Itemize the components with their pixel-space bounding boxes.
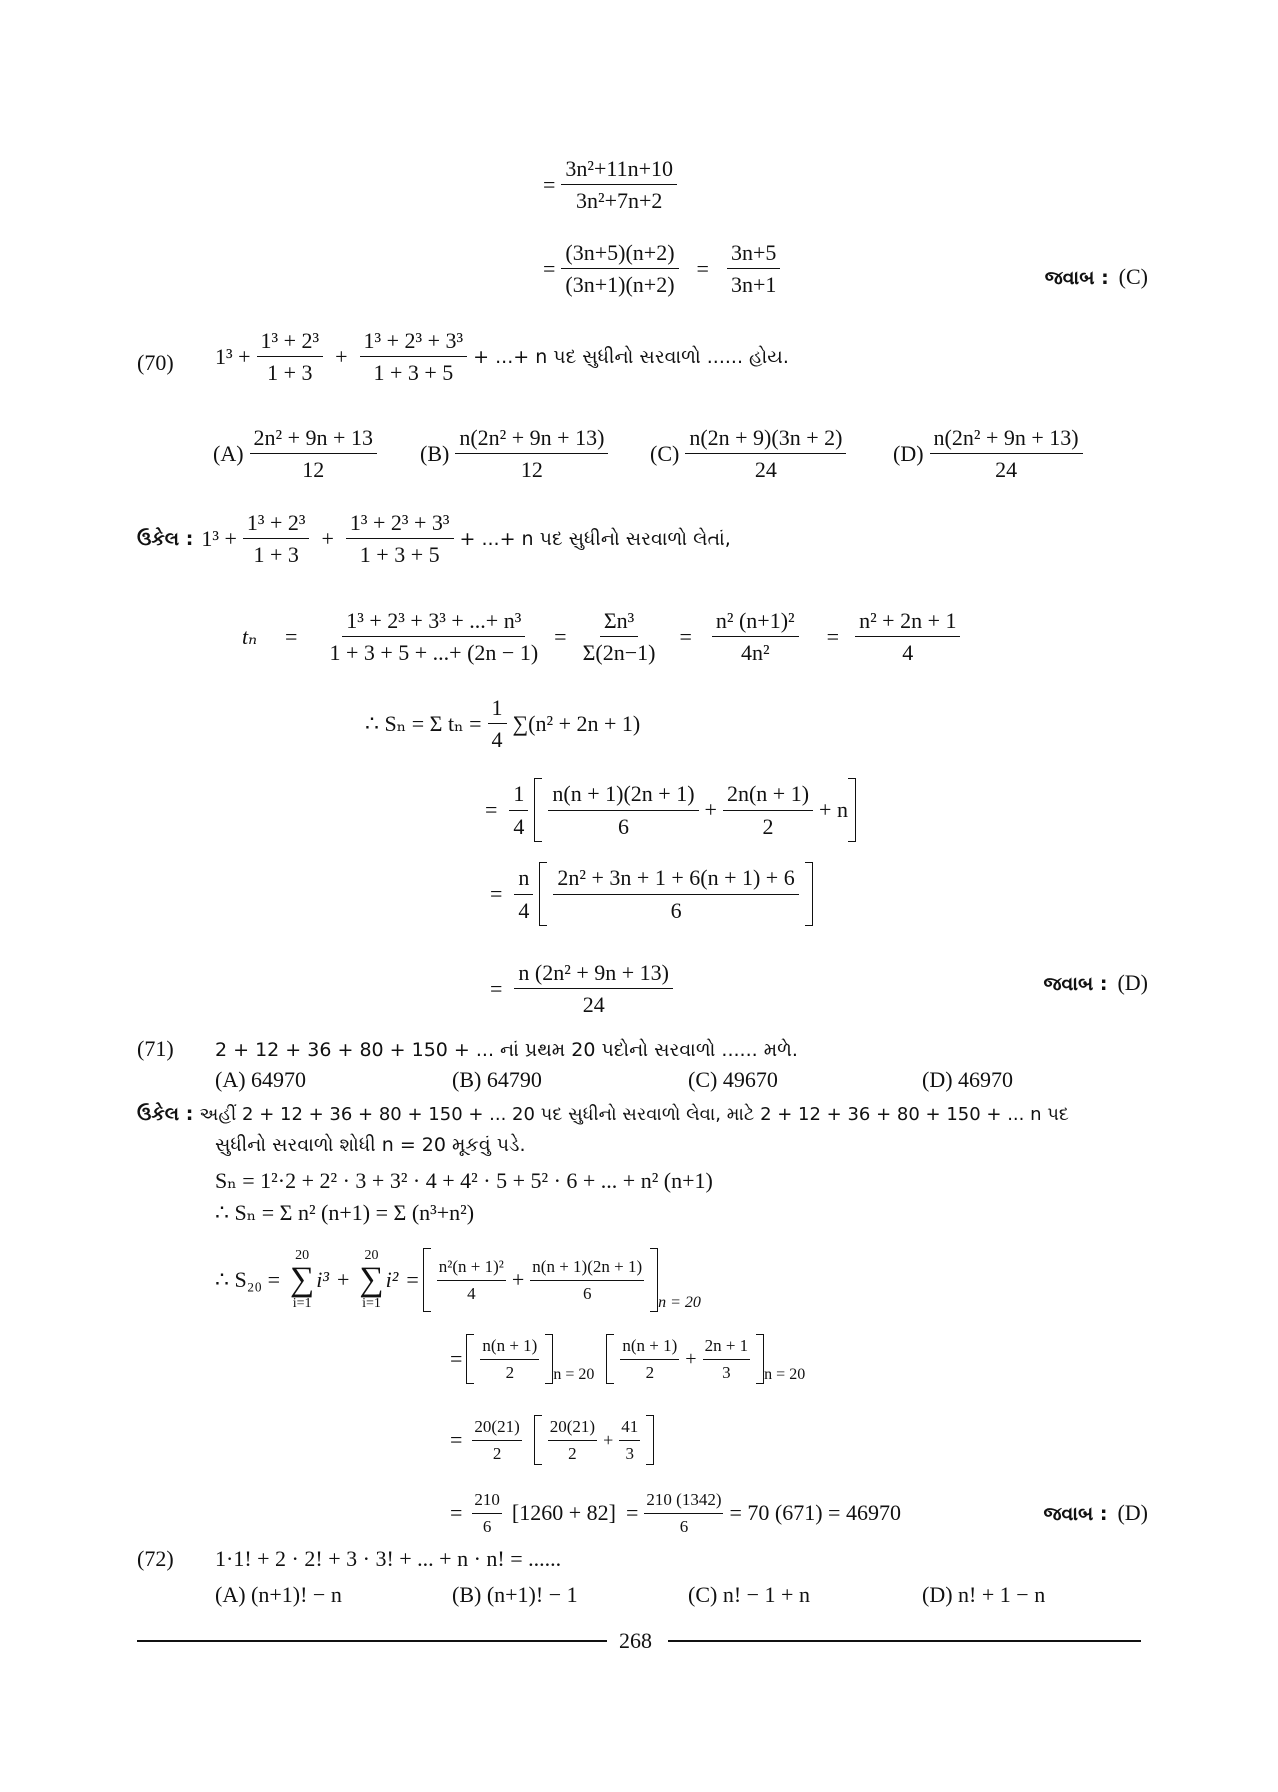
fraction: $\frac{\text{1³ + 2³ + 3³}}{1 + 3 + 5}$ — [360, 328, 468, 386]
option-71-c: (C) 49670 — [688, 1067, 778, 1092]
question-70-text: 1³ + $\frac{\text{1³ + 2³}}{1 + 3}$ + $\frac{\text{1³ + 2³ + 3³}}{1 + 3 + 5}$ + ...+ n પદ સુધીનો સરવાળો ...... હોય. — [215, 328, 789, 386]
solution-70-intro: ઉકેલ : 1³ + $\frac{\text{1³ + 2³}}{1 + 3}$ + $\frac{\text{1³ + 2³ + 3³}}{1 + 3 + 5}$ + ...+ n પદ સુધીનો સરવાળો લેતાં, — [137, 510, 731, 568]
sn-step-2: = $\frac{1}{4}$ $\frac{n(n + 1)(2n + 1)}{6}$ + $\frac{2n(n + 1)}{2}$ + n — [485, 778, 856, 842]
option-72-a: (A) (n+1)! − n — [215, 1582, 342, 1607]
option-72-d: (D) n! + 1 − n — [922, 1582, 1046, 1607]
option-71-b: (B) 64790 — [452, 1067, 542, 1092]
fraction: $\frac{3n+5}{3n+1}$ — [727, 240, 780, 298]
sn-step-4: = $\frac{\text{n (2n² + 9n + 13)}}{24}$ — [490, 960, 679, 1018]
footer-rule-right — [668, 1640, 1141, 1642]
question-number-71: (71) — [137, 1036, 174, 1061]
sn-sigma-line: ∴ Sₙ = Σ n² (n+1) = Σ (n³+n²) — [215, 1200, 475, 1225]
option-71-a: (A) 64970 — [215, 1067, 307, 1092]
option-70-a: (A) $\frac{\text{2n² + 9n + 13}}{12}$ — [213, 425, 383, 483]
s20-step-2: = $\frac{n(n + 1)}{2}$ n = 20 $\frac{n(n + 1)}{2}$ + $\frac{2n + 1}{3}$ n = 20 — [450, 1335, 806, 1383]
page-number: 268 — [619, 1628, 652, 1653]
option-71-d: (D) 46970 — [922, 1067, 1014, 1092]
answer-top: જવાબ : (C) — [1044, 264, 1148, 289]
top-line-2: = $\frac{(3n+5)(n+2)}{(3n+1)(n+2)}$ = $\frac{3n+5}{3n+1}$ — [543, 240, 786, 298]
question-number-70: (70) — [137, 350, 174, 375]
s20-step-4: = $\frac{210}{6}$ [1260 + 82] = $\frac{210 (1342)}{6}$ = 70 (671) = 46970 — [450, 1490, 901, 1536]
tn-equation: tₙ = $\frac{\text{1³ + 2³ + 3³ + ...+ n³}}{1 + 3 + 5 + ...+ (2n - 1)}$ = $\frac{\text{Σn³}}{\Sigma(2n-1)}$ = $\frac{\text{n² (n+1)²}}{\text{4n²}}$ = $\frac{\text{n² + 2n + 1}}{4}$ — [242, 608, 966, 666]
question-72-text: 1·1! + 2 · 2! + 3 · 3! + ... + n · n! = ...... — [215, 1546, 562, 1571]
fraction: $\frac{(3n+5)(n+2)}{(3n+1)(n+2)}$ — [561, 240, 678, 298]
solution-71-line-2: સુધીનો સરવાળો શોધી n = 20 મૂકવું પડે. — [215, 1134, 526, 1156]
s20-equation: ∴ S₂₀ = 20 ∑ i=1 i³ + 20 ∑ i=1 i² = $\frac{\text{n²(n + 1)²}}{4}$ + $\frac{n(n + 1)(2n + 1)}{6}$ n = 20 — [215, 1248, 701, 1311]
footer-rule-left — [137, 1640, 607, 1642]
sn-step-3: = $\frac{n}{4}$ $\frac{\text{2n² + 3n + 1 + 6(n + 1) + 6}}{6}$ — [490, 862, 813, 926]
solution-71-line-1: ઉકેલ : અહીં 2 + 12 + 36 + 80 + 150 + ... 20 પદ સુધીનો સરવાળો લેવા, માટે 2 + 12 + 36 + 80 + 150 + ... n પદ — [137, 1103, 1069, 1125]
answer-70: જવાબ : (D) — [1043, 970, 1148, 995]
option-70-c: (C) $\frac{n(2n + 9)(3n + 2)}{24}$ — [650, 425, 852, 483]
option-72-b: (B) (n+1)! − 1 — [452, 1582, 578, 1607]
option-70-d: (D) $\frac{\text{n(2n² + 9n + 13)}}{24}$ — [893, 425, 1089, 483]
sn-series-line: Sₙ = 1²·2 + 2² · 3 + 3² · 4 + 4² · 5 + 5² · 6 + ... + n² (n+1) — [215, 1168, 713, 1193]
option-70-b: (B) $\frac{\text{n(2n² + 9n + 13)}}{12}$ — [420, 425, 614, 483]
top-line-1: = $\frac{\text{3n²+11n+10}}{\text{3n²+7n+2}}$ — [543, 156, 683, 214]
fraction: $\frac{\text{1³ + 2³}}{1 + 3}$ — [257, 328, 324, 386]
question-71-text: 2 + 12 + 36 + 80 + 150 + ... નાં પ્રથમ 20 પદોનો સરવાળો ...... મળે. — [215, 1039, 798, 1061]
option-72-c: (C) n! − 1 + n — [688, 1582, 810, 1607]
fraction: $\frac{\text{3n²+11n+10}}{\text{3n²+7n+2}}$ — [561, 156, 677, 214]
question-number-72: (72) — [137, 1546, 174, 1571]
s20-step-3: = $\frac{20(21)}{2}$ $\frac{20(21)}{2}$ + $\frac{41}{3}$ — [450, 1415, 654, 1465]
answer-71: જવાબ : (D) — [1043, 1500, 1148, 1525]
sn-equation: ∴ Sₙ = Σ tₙ = $\frac{1}{4}$ ∑(n² + 2n + 1) — [365, 695, 641, 753]
